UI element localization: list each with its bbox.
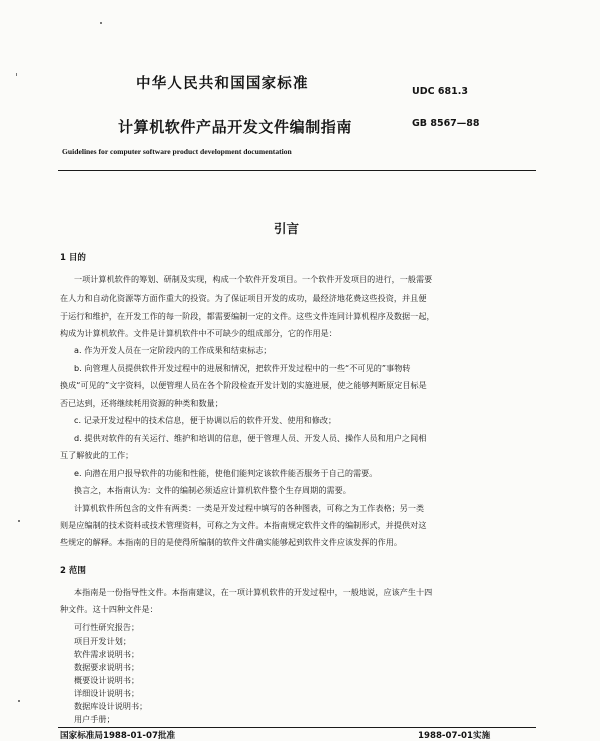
paragraph-line: 于运行和维护，在开发工作的每一阶段，都需要编制一定的文件。这些文件连同计算机程序及数据一起，: [60, 311, 435, 321]
list-item-b: b. 向管理人员提供软件开发过程中的进展和情况，把软件开发过程中的一些“不可见的”事物转: [74, 363, 411, 373]
scan-speck: [18, 520, 20, 522]
english-title: Guidelines for computer software product development documentation: [62, 147, 292, 156]
paragraph-line: 本指南是一份指导性文件。本指南建议，在一项计算机软件的开发过程中，一般地说，应该产生十四: [74, 587, 433, 597]
document-title: 计算机软件产品开发文件编制指南: [118, 118, 353, 136]
scan-speck: [18, 700, 20, 702]
section-2-heading: 2 范围: [60, 566, 86, 576]
document-list-item: 可行性研究报告；: [74, 622, 140, 632]
document-list-item: 项目开发计划；: [74, 636, 132, 646]
paragraph-line: 些规定的解释。本指南的目的是使得所编制的软件文件确实能够起到软件文件应该发挥的作用。: [60, 537, 403, 547]
document-list-item: 数据库设计说明书；: [74, 701, 148, 711]
scan-speck: [16, 73, 17, 76]
paragraph-line: 构成为计算机软件。文件是计算机软件中不可缺少的组成部分，它的作用是：: [60, 328, 337, 338]
paragraph-line: 互了解彼此的工作；: [60, 450, 134, 460]
paragraph-line: 换成“可见的”文字资料，以便管理人员在各个阶段检查开发计划的实施进展，使之能够判断原定目标是: [60, 380, 427, 390]
footer-divider: [58, 727, 536, 728]
paragraph-line: 换言之，本指南认为：文件的编制必须适应计算机软件整个生存周期的需要。: [74, 485, 351, 495]
paragraph-line: 一项计算机软件的筹划、研制及实现，构成一个软件开发项目。一个软件开发项目的进行，一般需要: [74, 274, 433, 284]
document-list-item: 用户手册；: [74, 714, 115, 724]
paragraph-line: 计算机软件所包含的文件有两类：一类是开发过程中填写的各种图表，可称之为工作表格；另一类: [74, 503, 425, 513]
document-list-item: 概要设计说明书；: [74, 675, 140, 685]
scan-speck: [100, 22, 102, 24]
header-divider: [58, 170, 536, 171]
paragraph-line: 否已达到，还将继续耗用资源的种类和数量；: [60, 398, 223, 408]
intro-heading: 引言: [274, 221, 300, 236]
list-item-e: e. 向潜在用户报导软件的功能和性能，使他们能判定该软件能否服务于自己的需要。: [74, 468, 378, 478]
document-list-item: 详细设计说明书；: [74, 688, 140, 698]
paragraph-line: 种文件。这十四种文件是：: [60, 604, 158, 614]
section-1-heading: 1 目的: [60, 253, 86, 263]
list-item-a: a. 作为开发人员在一定阶段内的工作成果和结束标志；: [74, 345, 272, 355]
effective-date: 1988-07-01实施: [418, 731, 491, 741]
document-list-item: 数据要求说明书；: [74, 662, 140, 672]
document-list-item: 软件需求说明书；: [74, 649, 140, 659]
list-item-d: d. 提供对软件的有关运行、维护和培训的信息，便于管理人员、开发人员、操作人员和用户之间相: [74, 433, 427, 443]
paragraph-line: 则是应编制的技术资料或技术管理资料，可称之为文件。本指南规定软件文件的编制形式，并提供对这: [60, 520, 427, 530]
standard-name: 中华人民共和国国家标准: [136, 76, 309, 92]
gb-number: GB 8567—88: [412, 118, 480, 129]
udc-number: UDC 681.3: [412, 86, 468, 97]
approval-date: 国家标准局1988-01-07批准: [60, 731, 176, 741]
paragraph-line: 在人力和自动化资源等方面作重大的投资。为了保证项目开发的成功，最经济地花费这些投资，并且便: [60, 293, 427, 303]
list-item-c: c. 记录开发过程中的技术信息，便于协调以后的软件开发、使用和修改；: [74, 415, 337, 425]
